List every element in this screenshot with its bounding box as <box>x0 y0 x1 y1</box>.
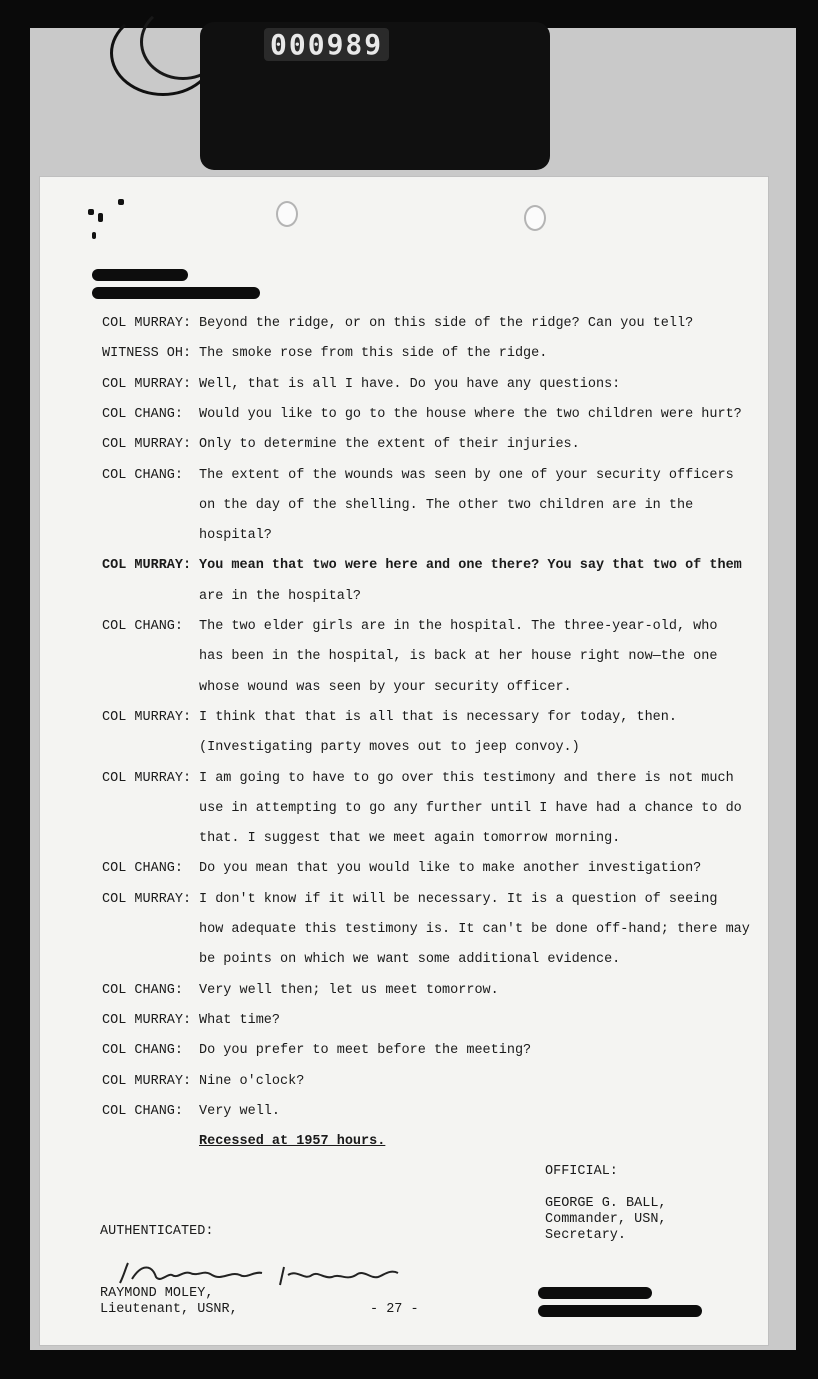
recess-note: Recessed at 1957 hours. <box>199 1134 386 1149</box>
speech-line: how adequate this testimony is. It can't be done off-hand; there may <box>199 922 750 937</box>
official-title: Secretary. <box>545 1228 627 1243</box>
ink-mark <box>98 213 103 222</box>
speaker-label: COL CHANG: <box>102 619 184 634</box>
speech-line: Beyond the ridge, or on this side of the ridge? Can you tell? <box>199 316 694 331</box>
speech-line: Would you like to go to the house where the two children were hurt? <box>199 406 742 422</box>
speech-line: (Investigating party moves out to jeep convoy.) <box>199 740 580 756</box>
redaction-bar <box>92 287 260 299</box>
speech-line: I think that that is all that is necessary for today, then. <box>199 709 677 725</box>
document-page <box>40 177 768 1345</box>
speaker-label: COL MURRAY: <box>102 1073 192 1089</box>
speech-line: The extent of the wounds was seen by one of your security officers <box>199 467 734 483</box>
speaker-label: COL CHANG: <box>102 406 184 422</box>
speaker-label: COL MURRAY: <box>102 709 192 725</box>
speech-line: that. I suggest that we meet again tomorrow morning. <box>199 831 621 847</box>
speech-line: Well, that is all I have. Do you have any questions: <box>199 376 621 392</box>
redaction-bar <box>538 1305 702 1317</box>
speech-line: You mean that two were here and one there? You say that two of them <box>199 558 742 574</box>
speech-line: has been in the hospital, is back at her house right now—the one <box>199 649 718 665</box>
page-counter-device <box>200 22 550 170</box>
speech-line: be points on which we want some additional evidence. <box>199 952 621 968</box>
ink-mark <box>88 209 94 215</box>
authenticated-name: RAYMOND MOLEY, <box>100 1286 214 1301</box>
page-counter-digits: 000989 <box>264 28 389 61</box>
speech-line: Nine o'clock? <box>199 1073 305 1089</box>
ink-mark <box>118 199 124 205</box>
page-number: - 27 - <box>370 1302 419 1317</box>
speech-line: use in attempting to go any further until I have had a chance to do <box>199 800 742 816</box>
official-name: GEORGE G. BALL, <box>545 1196 667 1211</box>
speech-line: are in the hospital? <box>199 588 362 604</box>
speech-line: whose wound was seen by your security officer. <box>199 679 572 695</box>
speaker-label: COL CHANG: <box>102 982 184 998</box>
redaction-bar <box>92 269 188 281</box>
speaker-label: COL MURRAY: <box>102 770 192 786</box>
speech-line: I don't know if it will be necessary. It is a question of seeing <box>199 891 718 907</box>
authenticated-rank: Lieutenant, USNR, <box>100 1302 238 1317</box>
speech-line: Very well then; let us meet tomorrow. <box>199 982 499 998</box>
speaker-label: COL MURRAY: <box>102 316 192 331</box>
speech-line: The two elder girls are in the hospital. The three-year-old, who <box>199 619 718 634</box>
speaker-label: COL MURRAY: <box>102 1012 192 1028</box>
speaker-label: COL MURRAY: <box>102 891 192 907</box>
speech-line: Very well. <box>199 1103 281 1119</box>
speech-line: What time? <box>199 1012 281 1028</box>
ink-mark <box>92 232 96 239</box>
speaker-label: COL MURRAY: <box>102 558 192 574</box>
speech-line: Do you mean that you would like to make another investigation? <box>199 861 702 877</box>
punch-hole-left <box>276 201 298 227</box>
redaction-bar <box>538 1287 652 1299</box>
speaker-label: WITNESS OH: <box>102 346 192 362</box>
speaker-label: COL CHANG: <box>102 1103 184 1119</box>
speech-line: Do you prefer to meet before the meeting? <box>199 1043 532 1059</box>
speech-line: hospital? <box>199 528 272 544</box>
speaker-label: COL CHANG: <box>102 861 184 877</box>
speaker-label: COL CHANG: <box>102 1043 184 1059</box>
authenticated-heading: AUTHENTICATED: <box>100 1224 214 1239</box>
speaker-label: COL MURRAY: <box>102 437 192 453</box>
speech-line: I am going to have to go over this testimony and there is not much <box>199 770 734 786</box>
speaker-label: COL MURRAY: <box>102 376 192 392</box>
speaker-label: COL CHANG: <box>102 467 184 483</box>
speech-line: Only to determine the extent of their injuries. <box>199 437 580 453</box>
speech-line: The smoke rose from this side of the ridge. <box>199 346 548 362</box>
punch-hole-right <box>524 205 546 231</box>
speech-line: on the day of the shelling. The other two children are in the <box>199 497 694 513</box>
official-heading: OFFICIAL: <box>545 1164 618 1179</box>
official-rank: Commander, USN, <box>545 1212 667 1227</box>
